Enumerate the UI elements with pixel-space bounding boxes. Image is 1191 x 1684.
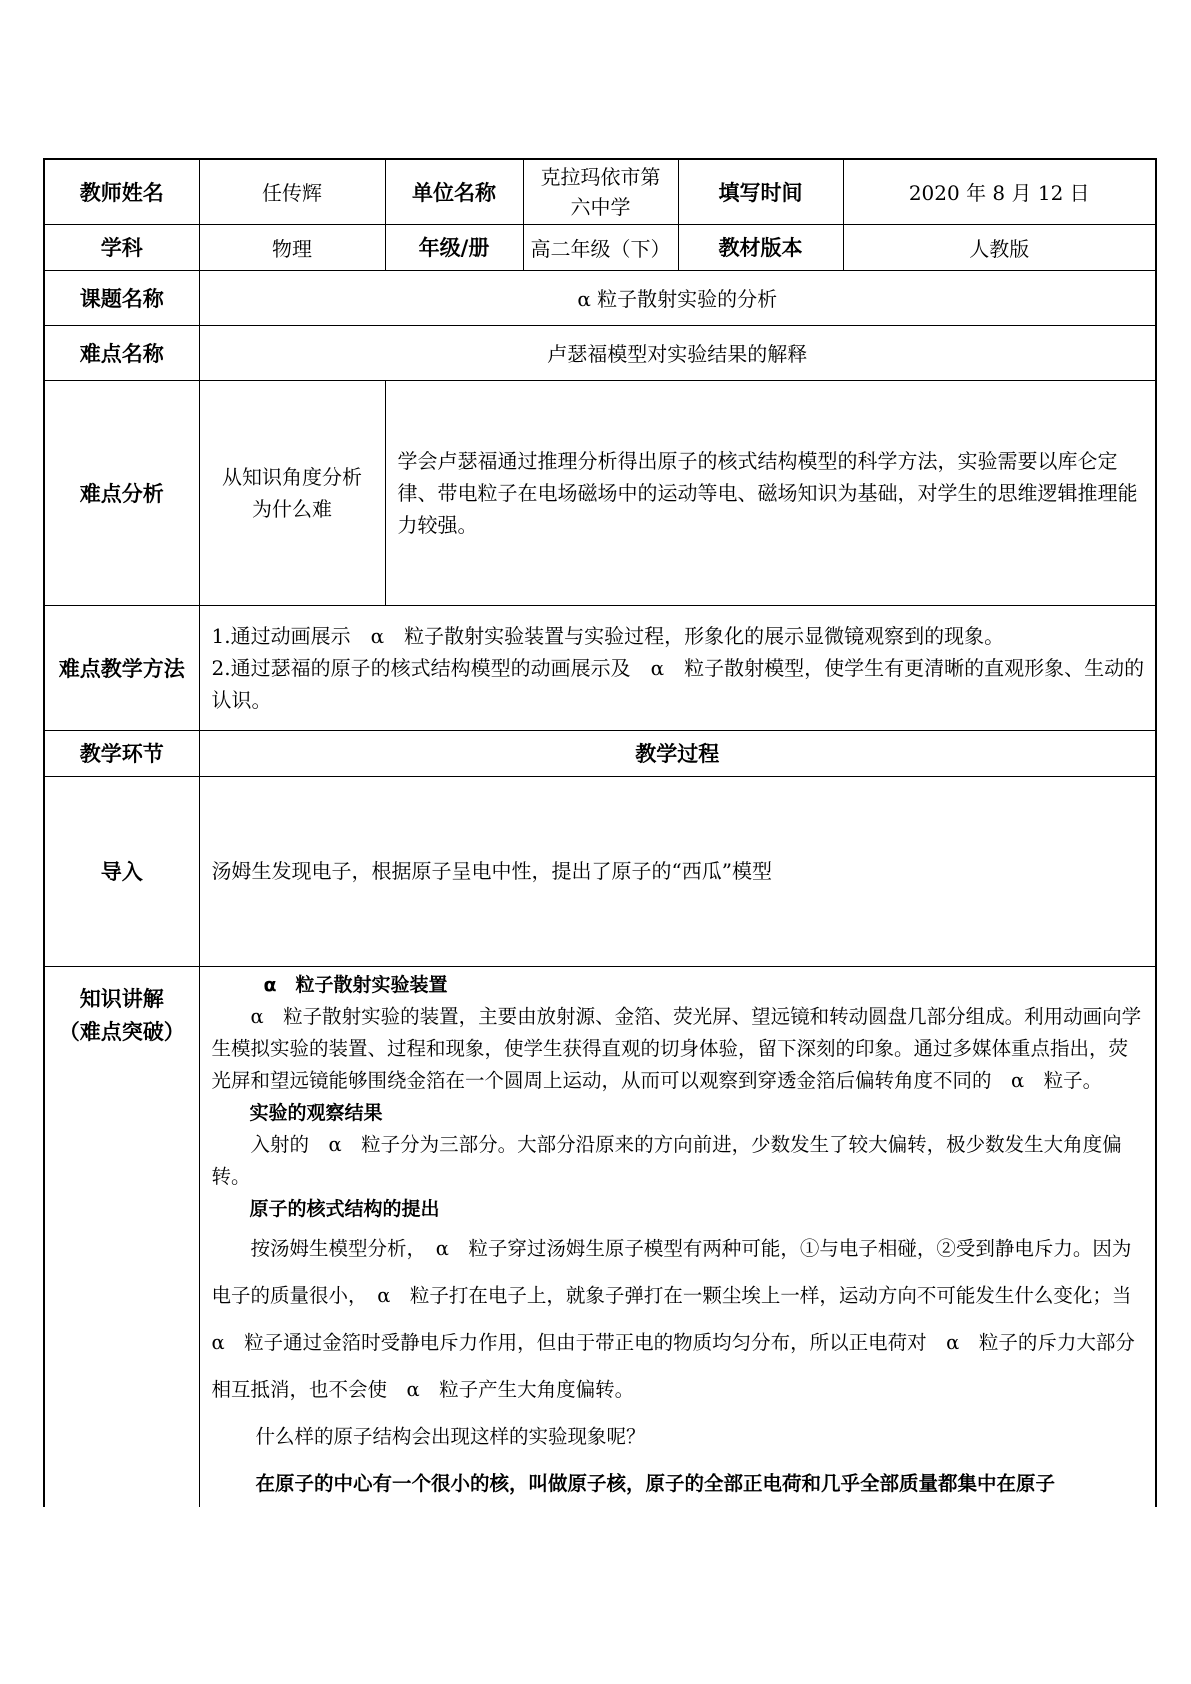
fill-date-label: 填写时间 bbox=[678, 159, 843, 224]
difficulty-label: 难点名称 bbox=[44, 325, 199, 380]
stage-header-label: 教学环节 bbox=[44, 730, 199, 776]
unit-name-value: 克拉玛依市第六中学 bbox=[523, 159, 678, 224]
knowledge-label-line-1: 知识讲解 bbox=[79, 986, 164, 1011]
paragraph-results: 入射的 α 粒子分为三部分。大部分沿原来的方向前进，少数发生了较大偏转，极少数发生大角度偏转。 bbox=[211, 1132, 1122, 1188]
knowledge-label-line-2: （难点突破） bbox=[58, 1019, 185, 1044]
analysis-label: 难点分析 bbox=[44, 380, 199, 605]
process-header-label: 教学过程 bbox=[199, 730, 1156, 776]
grade-value: 高二年级（下） bbox=[523, 224, 678, 270]
intro-label: 导入 bbox=[44, 776, 199, 966]
teacher-name-label: 教师姓名 bbox=[44, 159, 199, 224]
paragraph-question: 什么样的原子结构会出现这样的实验现象呢？ bbox=[255, 1424, 646, 1448]
method-line-1: 1.通过动画展示 α 粒子散射实验装置与实验过程，形象化的展示显微镜观察到的现象。 bbox=[211, 623, 1005, 648]
topic-label: 课题名称 bbox=[44, 270, 199, 325]
grade-label: 年级/册 bbox=[385, 224, 523, 270]
edition-value: 人教版 bbox=[843, 224, 1156, 270]
knowledge-label bbox=[44, 966, 199, 1507]
paragraph-thomson-analysis: 按汤姆生模型分析， α 粒子穿过汤姆生原子模型有两种可能，①与电子相碰，②受到静电斥力。因为电子的质量很小， α 粒子打在电子上，就象子弹打在一颗尘埃上一样，运动方向不可能发生什么变化；当 α 粒子通过金箔时受静电斥力作用，但由于带正电的物质均匀分布，所以正电荷对 α 粒子的斥力大部分相互抵消，也不会使 α 粒子产生大角度偏转。 bbox=[211, 1236, 1151, 1401]
edition-label: 教材版本 bbox=[678, 224, 843, 270]
unit-name-label: 单位名称 bbox=[385, 159, 523, 224]
teacher-name-value: 任传辉 bbox=[199, 159, 385, 224]
subject-value: 物理 bbox=[199, 224, 385, 270]
method-line-2: 2.通过瑟福的原子的核式结构模型的动画展示及 α 粒子散射模型，使学生有更清晰的直观形象、生动的认识。 bbox=[211, 655, 1145, 712]
topic-value: α 粒子散射实验的分析 bbox=[199, 270, 1156, 325]
section-heading-nuclear-model: 原子的核式结构的提出 bbox=[249, 1197, 440, 1220]
paragraph-apparatus: α 粒子散射实验的装置，主要由放射源、金箔、荧光屏、望远镜和转动圆盘几部分组成。利用动画向学生模拟实验的装置、过程和现象，使学生获得直观的切身体验，留下深刻的印象。通过多媒体重点指出，荧光屏和望远镜能够围绕金箔在一个圆周上运动，从而可以观察到穿透金箔后偏转角度不同的 α 粒子。 bbox=[211, 1004, 1142, 1092]
section-heading-apparatus: α 粒子散射实验装置 bbox=[263, 973, 448, 996]
knowledge-content bbox=[199, 966, 1156, 1507]
difficulty-value: 卢瑟福模型对实验结果的解释 bbox=[199, 325, 1156, 380]
analysis-text: 学会卢瑟福通过推理分析得出原子的核式结构模型的科学方法，实验需要以库仑定律、带电粒子在电场磁场中的运动等电、磁场知识为基础，对学生的思维逻辑推理能力较强。 bbox=[385, 380, 1156, 605]
paragraph-nucleus: 在原子的中心有一个很小的核，叫做原子核，原子的全部正电荷和几乎全部质量都集中在原子 bbox=[255, 1471, 1056, 1495]
fill-date-value: 2020 年 8 月 12 日 bbox=[843, 159, 1156, 224]
method-label: 难点教学方法 bbox=[44, 605, 199, 730]
section-heading-results: 实验的观察结果 bbox=[249, 1101, 383, 1124]
analysis-sublabel: 从知识角度分析为什么难 bbox=[199, 380, 385, 605]
subject-label: 学科 bbox=[44, 224, 199, 270]
intro-text: 汤姆生发现电子，根据原子呈电中性，提出了原子的“西瓜”模型 bbox=[199, 776, 1156, 966]
method-content bbox=[199, 605, 1156, 730]
lesson-plan-table bbox=[43, 158, 1157, 1507]
